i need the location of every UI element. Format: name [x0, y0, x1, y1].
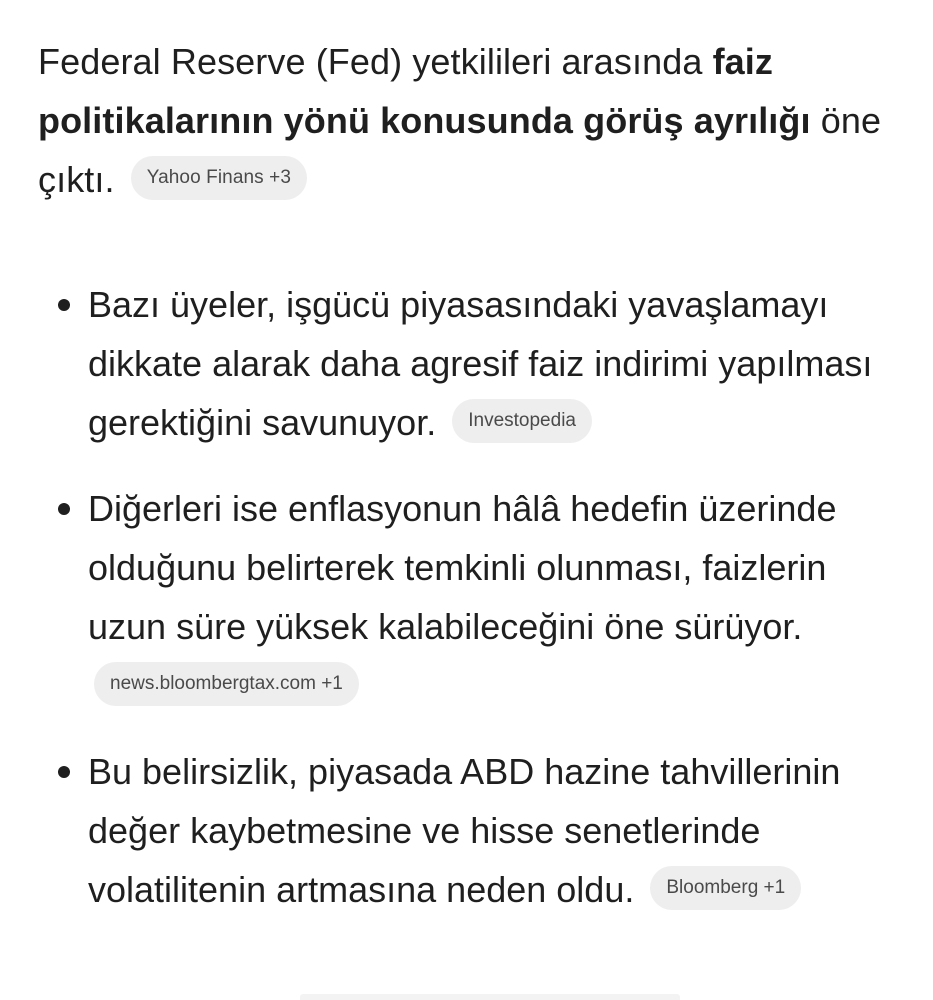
source-chip-bloombergtax[interactable]: news.bloombergtax.com +1 — [94, 662, 359, 706]
bottom-edge-shadow — [300, 994, 680, 1000]
bullet-dot-icon — [58, 503, 70, 515]
bullet-text: Bu belirsizlik, piyasada ABD hazine tahvillerinin değer kaybetmesine ve hisse senetlerinde volatilitenin artmasına neden oldu. — [88, 751, 841, 910]
source-chip-bloomberg[interactable]: Bloomberg +1 — [650, 866, 801, 910]
source-chip-yahoo-finans[interactable]: Yahoo Finans +3 — [131, 156, 307, 200]
bullet-text: Diğerleri ise enflasyonun hâlâ hedefin üzerinde olduğunu belirterek temkinli olunması, faizlerin uzun süre yüksek kalabileceğini öne sürüyor. — [88, 488, 837, 647]
bullet-item — [38, 275, 908, 452]
bullet-list — [38, 275, 908, 919]
bullet-item — [38, 742, 908, 919]
intro-paragraph — [38, 32, 908, 209]
intro-bold-text: faiz politikalarının yönü konusunda görüş ayrılığı — [38, 41, 811, 141]
intro-text-start: Federal Reserve (Fed) yetkilileri arasında — [38, 41, 713, 82]
bullet-item — [38, 479, 908, 715]
bullet-dot-icon — [58, 766, 70, 778]
source-chip-investopedia[interactable]: Investopedia — [452, 399, 592, 443]
bullet-dot-icon — [58, 299, 70, 311]
bullet-text: Bazı üyeler, işgücü piyasasındaki yavaşlamayı dikkate alarak daha agresif faiz indirimi yapılması gerektiğini savunuyor. — [88, 284, 873, 443]
answer-content — [38, 32, 908, 946]
intro-text-end: öne çıktı. — [38, 100, 882, 200]
